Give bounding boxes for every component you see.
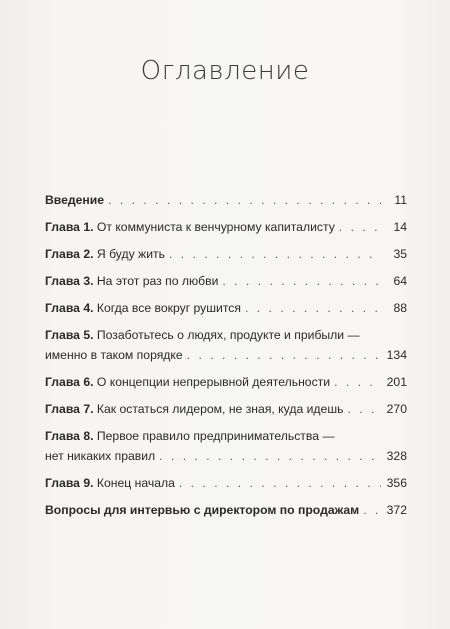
leader-dots <box>159 446 381 466</box>
toc-entry-title: Я буду жить <box>96 247 165 261</box>
chapter-number: Глава 5. <box>45 328 94 342</box>
toc-entry-title: Когда все вокруг рушится <box>96 301 241 315</box>
toc-entry-title: От коммуниста к венчурному капиталисту <box>96 220 335 234</box>
toc-entry-title: Вопросы для интервью с директором по продажам <box>45 503 360 517</box>
chapter-number: Глава 6. <box>45 375 94 389</box>
leader-dots <box>347 399 381 419</box>
toc-page-number: 134 <box>386 348 407 362</box>
toc-page-number: 328 <box>386 449 407 463</box>
toc-entry-chapter-5 <box>45 325 407 365</box>
toc-entry-title: Конец начала <box>96 476 175 490</box>
toc-page-number: 11 <box>394 193 407 207</box>
toc-entry-title: О концепции непрерывной деятельности <box>96 375 331 389</box>
toc-entry-title: На этот раз по любви <box>96 274 219 288</box>
leader-dots <box>179 473 381 493</box>
toc-entry-interview-questions <box>45 500 407 520</box>
toc-page-number: 201 <box>386 375 407 389</box>
chapter-number: Глава 9. <box>45 476 94 490</box>
leader-dots <box>108 190 381 210</box>
toc-entry-title: Как остаться лидером, не зная, куда идешь <box>96 402 344 416</box>
toc-entry-chapter-4 <box>45 298 407 318</box>
toc-page-number: 88 <box>393 301 407 315</box>
leader-dots <box>222 271 381 291</box>
toc-page-number: 14 <box>393 220 407 234</box>
chapter-number: Глава 1. <box>45 220 94 234</box>
leader-dots <box>169 244 381 264</box>
toc-entry-title-continuation: именно в таком порядке <box>45 348 183 362</box>
toc-entry-chapter-8 <box>45 426 407 466</box>
leader-dots <box>334 372 381 392</box>
toc-entry-chapter-6 <box>45 372 407 392</box>
toc-entry-title: Введение <box>45 193 105 207</box>
toc-page-number: 356 <box>386 476 407 490</box>
toc-entry-title-continuation: нет никаких правил <box>45 449 156 463</box>
toc-entry-title: Первое правило предпринимательства — <box>96 429 335 443</box>
chapter-number: Глава 7. <box>45 402 94 416</box>
chapter-number: Глава 8. <box>45 429 94 443</box>
toc-entry-chapter-2 <box>45 244 407 264</box>
toc-page-number: 35 <box>393 247 407 261</box>
leader-dots <box>339 217 381 237</box>
leader-dots <box>245 298 381 318</box>
toc-entry-chapter-7 <box>45 399 407 419</box>
toc-page-number: 372 <box>386 503 407 517</box>
toc-page-number: 270 <box>386 402 407 416</box>
chapter-number: Глава 2. <box>45 247 94 261</box>
toc-entry-title: Позаботьтесь о людях, продукте и прибыли — <box>96 328 360 342</box>
toc-page-number: 64 <box>393 274 407 288</box>
toc-entry-chapter-3 <box>45 271 407 291</box>
page-title: Оглавление <box>140 56 310 86</box>
leader-dots <box>187 345 381 365</box>
toc-entry-chapter-1 <box>45 217 407 237</box>
chapter-number: Глава 3. <box>45 274 94 288</box>
toc-entry-introduction <box>45 190 407 210</box>
leader-dots <box>363 500 381 520</box>
toc-entry-chapter-9 <box>45 473 407 493</box>
chapter-number: Глава 4. <box>45 301 94 315</box>
